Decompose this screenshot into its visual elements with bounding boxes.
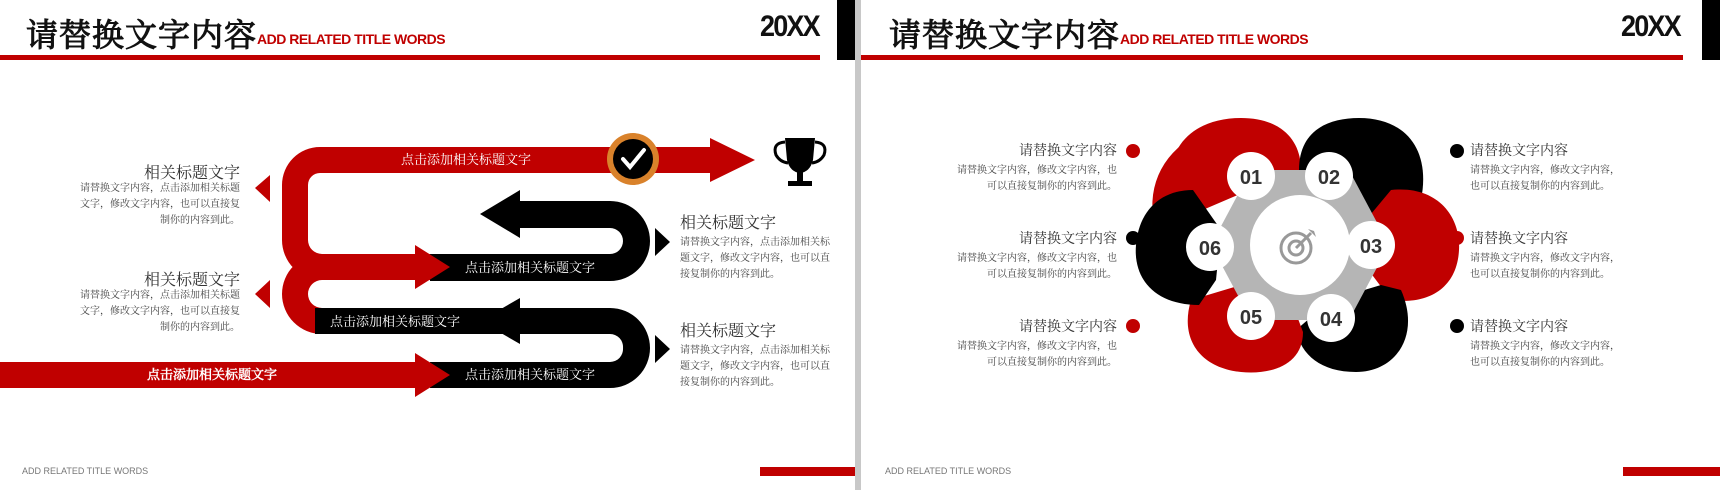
left-body-2-line-2: 文字，修改文字内容，也可以直接复 — [80, 306, 240, 317]
right-body-3-line-1: 请替换文字内容，修改文字内容， — [1470, 341, 1620, 352]
left-body-2-line-2: 可以直接复制你的内容到此。 — [987, 269, 1117, 280]
bullet-right-3 — [1450, 319, 1464, 333]
pointer-black-2 — [655, 335, 670, 363]
footer-red-bar — [1623, 467, 1720, 476]
page-subtitle: ADD RELATED TITLE WORDS — [257, 31, 446, 47]
right-body-3-line-2: 也可以直接复制你的内容到此。 — [1470, 357, 1610, 368]
left-text-block-1 — [144, 160, 240, 183]
svg-text:05: 05 — [1239, 307, 1263, 329]
bullet-right-2 — [1450, 231, 1464, 245]
left-body-1-line-1: 请替换文字内容，点击添加相关标题 — [80, 183, 240, 194]
left-heading-2: 相关标题文字 — [143, 270, 240, 289]
arrow-red-mid — [330, 245, 450, 289]
right-heading-1: 请替换文字内容 — [1470, 143, 1568, 159]
pointer-red-2 — [255, 280, 270, 308]
footer-text: ADD RELATED TITLE WORDS — [22, 466, 149, 476]
slide-1 — [0, 0, 855, 490]
badge-02 — [1305, 152, 1353, 200]
bullet-right-1 — [1450, 144, 1464, 158]
left-body-3-line-2: 可以直接复制你的内容到此。 — [987, 357, 1117, 368]
right-heading-2: 请替换文字内容 — [1470, 231, 1568, 247]
left-body-1-line-2: 可以直接复制你的内容到此。 — [987, 181, 1117, 192]
badge-05 — [1227, 292, 1275, 340]
left-heading-1: 相关标题文字 — [143, 163, 240, 182]
right-body-1-line-3: 接复制你的内容到此。 — [680, 269, 780, 280]
right-body-2-line-1: 请替换文字内容，点击添加相关标 — [680, 345, 830, 356]
svg-text:06: 06 — [1198, 238, 1222, 260]
right-item-1 — [1470, 140, 1620, 195]
svg-text:04: 04 — [1319, 309, 1343, 331]
right-body-2-line-2: 题文字，修改文字内容，也可以直 — [680, 361, 830, 372]
page-title: 请替换文字内容 — [889, 16, 1121, 54]
right-body-1-line-1: 请替换文字内容，修改文字内容， — [1470, 165, 1620, 176]
right-body-1-line-2: 题文字，修改文字内容，也可以直 — [680, 253, 830, 264]
left-body-1-line-3: 制你的内容到此。 — [160, 215, 240, 226]
year-label: 20XX — [1621, 10, 1680, 43]
arrow-head-left-1 — [480, 190, 520, 238]
right-body-2-line-1: 请替换文字内容，修改文字内容， — [1470, 253, 1620, 264]
arrow-label-2: 点击添加相关标题文字 — [464, 261, 596, 276]
left-body-1-line-1: 请替换文字内容，修改文字内容，也 — [957, 165, 1117, 176]
trophy-icon — [775, 138, 825, 186]
arrow-label-3: 点击添加相关标题文字 — [329, 315, 461, 330]
page-title: 请替换文字内容 — [26, 16, 258, 54]
badge-06 — [1186, 223, 1234, 271]
right-item-3 — [1470, 316, 1620, 371]
right-text-block-1 — [680, 210, 830, 283]
pointer-red-1 — [255, 175, 270, 202]
right-body-1-line-2: 也可以直接复制你的内容到此。 — [1470, 181, 1610, 192]
pointer-black-1 — [655, 228, 670, 256]
footer-text: ADD RELATED TITLE WORDS — [885, 466, 1012, 476]
bullet-left-2 — [1126, 231, 1140, 245]
badge-04 — [1307, 294, 1355, 342]
left-text-block-2 — [144, 267, 240, 290]
left-heading-2: 请替换文字内容 — [1019, 231, 1117, 247]
footer-red-bar — [760, 467, 855, 476]
year-label: 20XX — [760, 10, 819, 43]
left-body-2-line-3: 制你的内容到此。 — [160, 322, 240, 333]
right-body-1-line-1: 请替换文字内容，点击添加相关标 — [680, 237, 830, 248]
badge-03 — [1347, 221, 1395, 269]
left-item-2 — [957, 228, 1117, 283]
arrow-head-left-2 — [480, 298, 520, 344]
bullet-left-3 — [1126, 319, 1140, 333]
right-heading-1: 相关标题文字 — [680, 213, 777, 232]
page-subtitle: ADD RELATED TITLE WORDS — [1120, 31, 1309, 47]
slide-2 — [861, 0, 1720, 490]
right-heading-2: 相关标题文字 — [680, 321, 777, 340]
left-body-2-line-1: 请替换文字内容，修改文字内容，也 — [957, 253, 1117, 264]
arrow-label-5: 点击添加相关标题文字 — [146, 368, 278, 383]
left-body-3-line-1: 请替换文字内容，修改文字内容，也 — [957, 341, 1117, 352]
left-body-2 — [80, 288, 240, 336]
svg-text:02: 02 — [1317, 167, 1341, 189]
left-item-1 — [957, 140, 1117, 195]
right-item-2 — [1470, 228, 1620, 283]
arrow-label-4: 点击添加相关标题文字 — [464, 368, 596, 383]
left-body-1 — [80, 181, 240, 229]
left-item-3 — [957, 316, 1117, 371]
right-text-block-2 — [680, 318, 830, 391]
left-heading-1: 请替换文字内容 — [1019, 143, 1117, 159]
bullet-left-1 — [1126, 144, 1140, 158]
svg-text:01: 01 — [1239, 167, 1263, 189]
left-body-1-line-2: 文字，修改文字内容，也可以直接复 — [80, 199, 240, 210]
svg-text:03: 03 — [1359, 236, 1383, 258]
right-body-2-line-2: 也可以直接复制你的内容到此。 — [1470, 269, 1610, 280]
badge-01 — [1227, 152, 1275, 200]
arrow-label-1: 点击添加相关标题文字 — [400, 153, 532, 168]
check-icon — [607, 133, 659, 185]
right-heading-3: 请替换文字内容 — [1470, 319, 1568, 335]
right-body-2-line-3: 接复制你的内容到此。 — [680, 377, 780, 388]
left-heading-3: 请替换文字内容 — [1019, 319, 1117, 335]
left-body-2-line-1: 请替换文字内容，点击添加相关标题 — [80, 290, 240, 301]
